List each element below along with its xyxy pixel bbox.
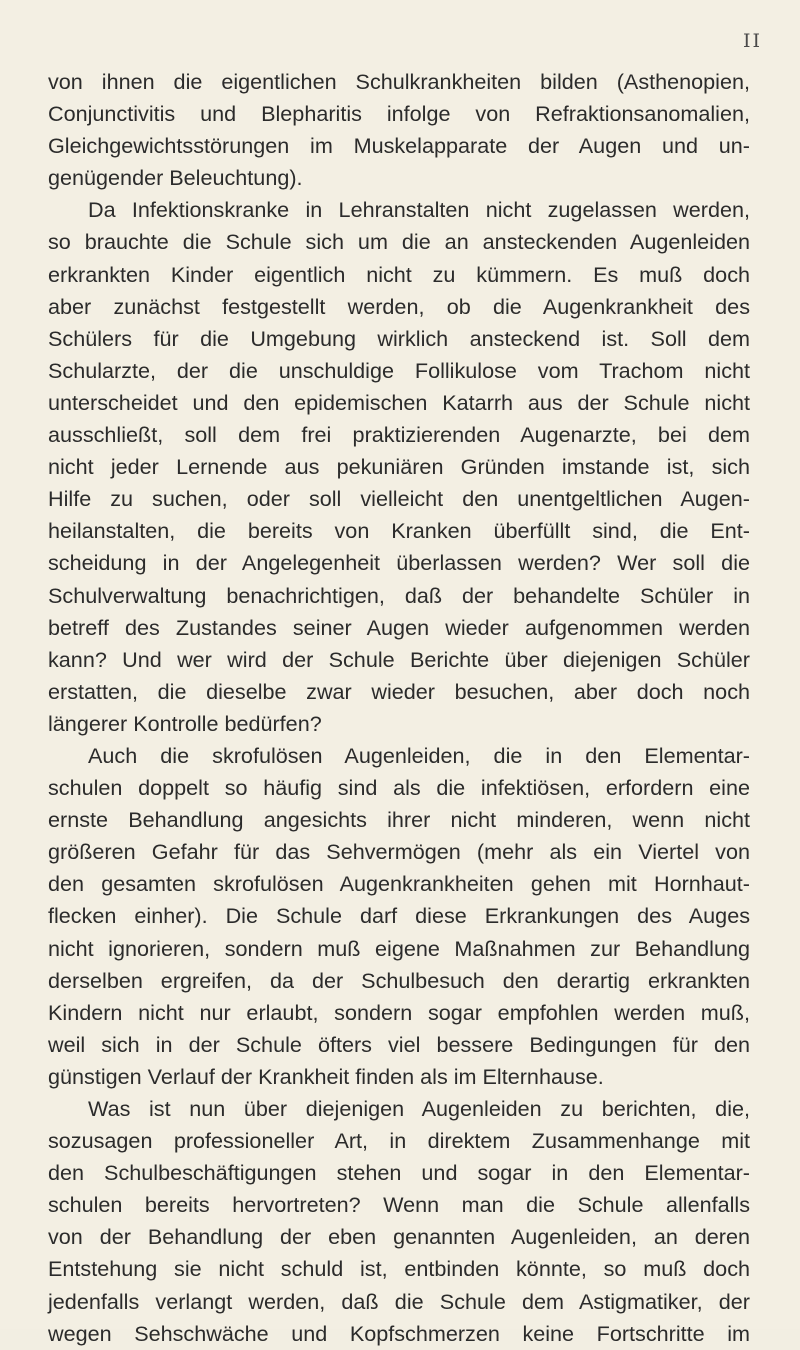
text-line: schulen bereits hervortreten? Wenn man die Schule allenfalls (48, 1192, 750, 1218)
text-line: Schulverwaltung benachrichtigen, daß der behandelte Schüler in (48, 582, 750, 608)
text-line: ausschließt, soll dem frei praktizierenden Augenarzte, bei dem (48, 422, 750, 448)
text-line: längerer Kontrolle bedürfen? (48, 710, 322, 736)
text-line: genügender Beleuchtung). (48, 165, 303, 191)
text-line: Conjunctivitis und Blepharitis infolge von Refraktionsanomalien, (48, 101, 750, 127)
text-line: erkrankten Kinder eigentlich nicht zu kümmern. Es muß doch (48, 261, 750, 287)
text-line: günstigen Verlauf der Krankheit finden als im Elternhause. (48, 1063, 604, 1089)
paragraph (48, 66, 750, 194)
text-line: Auch die skrofulösen Augenleiden, die in den Elementar- (88, 742, 750, 768)
paragraph (48, 1093, 750, 1350)
text-line: scheidung in der Angelegenheit überlassen werden? Wer soll die (48, 550, 750, 576)
text-line: heilanstalten, die bereits von Kranken überfüllt sind, die Ent- (48, 518, 750, 544)
text-line: flecken einher). Die Schule darf diese Erkrankungen des Auges (48, 903, 750, 929)
body-text (48, 66, 750, 1350)
text-line: Was ist nun über diejenigen Augenleiden zu berichten, die, (88, 1096, 750, 1121)
text-line: betreff des Zustandes seiner Augen wieder aufgenommen werden (48, 614, 750, 640)
text-line: Hilfe zu suchen, oder soll vielleicht den unentgeltlichen Augen- (48, 486, 750, 512)
text-line: wegen Sehschwäche und Kopfschmerzen keine Fortschritte im (48, 1320, 750, 1346)
text-line: Schularzte, der die unschuldige Follikulose vom Trachom nicht (48, 357, 750, 383)
text-line: Entstehung sie nicht schuld ist, entbinden könnte, so muß doch (48, 1256, 750, 1282)
text-line: Schülers für die Umgebung wirklich ansteckend ist. Soll dem (48, 325, 750, 351)
text-line: weil sich in der Schule öfters viel bessere Bedingungen für den (48, 1031, 750, 1057)
text-line: ernste Behandlung angesichts ihrer nicht minderen, wenn nicht (48, 807, 750, 833)
text-line: unterscheidet und den epidemischen Katarrh aus der Schule nicht (48, 389, 750, 415)
paragraph (48, 740, 750, 1093)
text-line: schulen doppelt so häufig sind als die infektiösen, erfordern eine (48, 775, 750, 801)
text-line: den Schulbeschäftigungen stehen und sogar in den Elementar- (48, 1160, 750, 1186)
text-line: so brauchte die Schule sich um die an ansteckenden Augenleiden (48, 229, 750, 255)
text-line: Gleichgewichtsstörungen im Muskelapparate der Augen und un- (48, 133, 750, 159)
text-line: erstatten, die dieselbe zwar wieder besuchen, aber doch noch (48, 678, 750, 704)
text-line: größeren Gefahr für das Sehvermögen (mehr als ein Viertel von (48, 839, 750, 865)
paragraph (48, 194, 750, 740)
text-line: von der Behandlung der eben genannten Augenleiden, an deren (48, 1224, 750, 1250)
text-line: den gesamten skrofulösen Augenkrankheiten gehen mit Hornhaut- (48, 871, 750, 897)
text-line: nicht jeder Lernende aus pekuniären Gründen imstande ist, sich (48, 454, 750, 480)
text-line: von ihnen die eigentlichen Schulkrankheiten bilden (Asthenopien, (48, 69, 750, 94)
text-line: aber zunächst festgestellt werden, ob die Augenkrankheit des (48, 293, 750, 319)
text-line: Da Infektionskranke in Lehranstalten nicht zugelassen werden, (88, 197, 750, 223)
text-line: jedenfalls verlangt werden, daß die Schule dem Astigmatiker, der (48, 1288, 750, 1314)
text-line: sozusagen professioneller Art, in direktem Zusammenhange mit (48, 1128, 750, 1154)
text-line: kann? Und wer wird der Schule Berichte über diejenigen Schüler (48, 646, 750, 672)
text-line: derselben ergreifen, da der Schulbesuch den derartig erkrankten (48, 967, 750, 993)
page-number: II (742, 30, 762, 52)
text-line: Kindern nicht nur erlaubt, sondern sogar empfohlen werden muß, (48, 999, 750, 1025)
text-line: nicht ignorieren, sondern muß eigene Maßnahmen zur Behandlung (48, 935, 750, 961)
